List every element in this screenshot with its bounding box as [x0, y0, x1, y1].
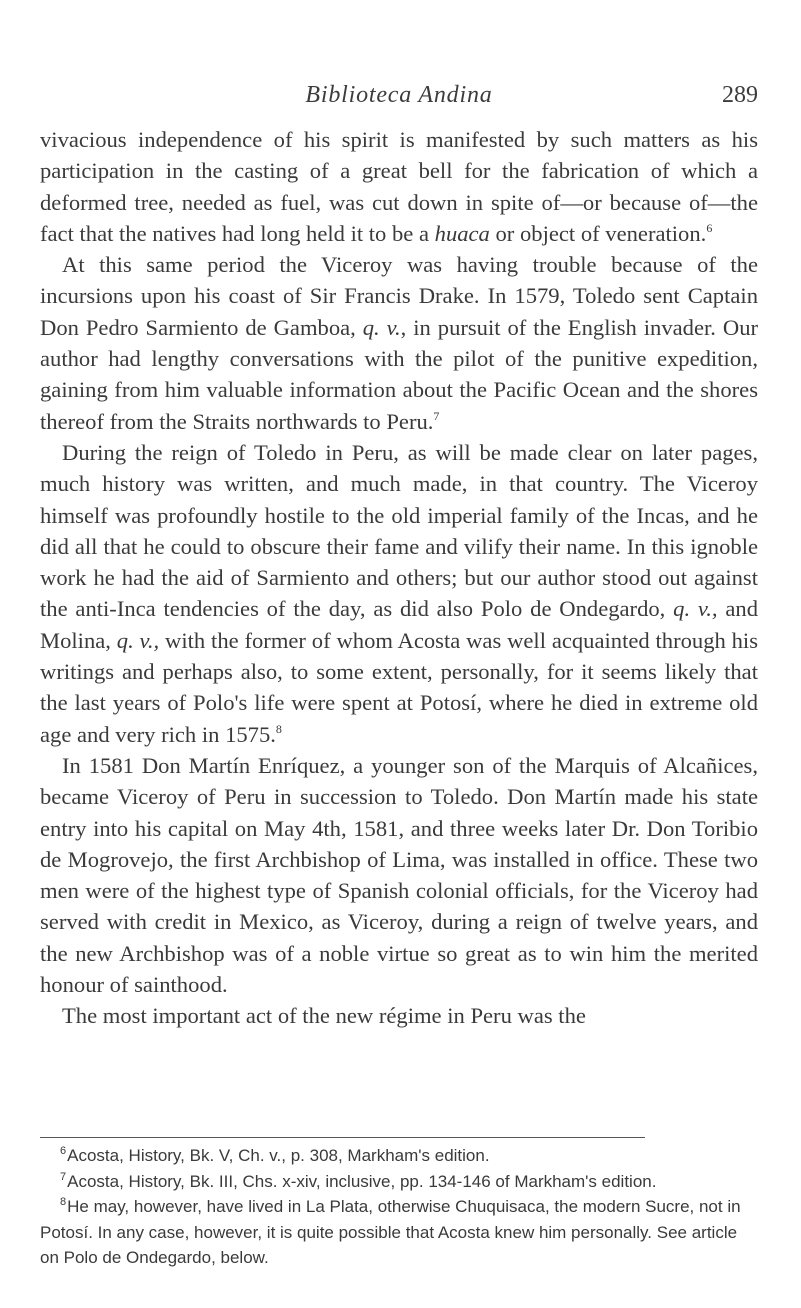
footnote-text: He may, however, have lived in La Plata, otherwise Chuquisaca, the modern Sucre, not in Potosí. In any case, however, it is quite possible that Acosta knew him personally. See article on Polo de Ondegardo, below.	[40, 1197, 741, 1267]
paragraph-3-italic-2: q. v.,	[116, 627, 160, 653]
running-head	[40, 82, 758, 122]
footnote-8	[40, 1194, 758, 1271]
paragraph-1	[40, 124, 758, 249]
footnote-ref-7: 7	[433, 408, 440, 423]
paragraph-3	[40, 437, 758, 750]
footnote-text: Acosta, History, Bk. III, Chs. x-xiv, inclusive, pp. 134-146 of Markham's edition.	[67, 1171, 657, 1191]
running-title: Biblioteca Andina	[305, 82, 493, 108]
paragraph-1-text-a: vivacious independence of his spirit is manifested by such matters as his participation in the casting of a great bell for the fabrication of which a deformed tree, needed as fuel, was cut down in spite of—or because of—the fact that the natives had long held it to be a	[40, 127, 758, 246]
paragraph-2-text-a: At this same period the Viceroy was having trouble because of the incursions upon his coast of Sir Francis Drake. In 1579, Toledo sent Captain Don Pedro Sarmiento de Gamboa,	[40, 252, 758, 340]
footnote-ref-6: 6	[706, 220, 713, 235]
paragraph-1-italic: huaca	[434, 220, 490, 246]
footnote-text: Acosta, History, Bk. V, Ch. v., p. 308, Markham's edition.	[67, 1146, 490, 1165]
footnote-divider	[40, 1137, 645, 1138]
paragraph-3-text-c: with the former of whom Acosta was well acquainted through his writings and perhaps also, to some extent, personally, for it seems likely that the last years of Polo's life were spent at Potosí, where he died in extreme old age and very rich in 1575.	[40, 627, 758, 747]
paragraph-3-italic-1: q. v.,	[673, 596, 718, 622]
paragraph-2	[40, 249, 758, 437]
body-text	[40, 124, 758, 1032]
paragraph-2-italic: q. v.	[362, 314, 401, 340]
paragraph-5: The most important act of the new régime in Peru was the	[62, 1003, 586, 1029]
footnotes	[40, 1143, 758, 1271]
footnote-7	[40, 1169, 758, 1195]
footnote-ref-8: 8	[275, 721, 282, 736]
paragraph-3-text-b: and Molina,	[40, 596, 759, 653]
paragraph-2-text-b: , in pursuit of the English invader. Our author had lengthy conversations with the pilot of the punitive expedition, gaining from him valuable information about the Pacific Ocean and the shores thereof from the Straits northwards to Peru.	[40, 314, 759, 434]
paragraph-1-text-b: or object of veneration.	[489, 220, 707, 246]
page-number: 289	[722, 82, 758, 108]
footnote-number: 7	[60, 1170, 67, 1183]
footnote-6	[40, 1143, 758, 1169]
paragraph-3-text-a: During the reign of Toledo in Peru, as will be made clear on later pages, much history was written, and much made, in that country. The Viceroy himself was profoundly hostile to the old imperial family of the Incas, and he did all that he could to obscure their fame and vilify their name. In this ignoble work he had the aid of Sarmiento and others; but our author stood out against the anti-Inca tendencies of the day, as did also Polo de Ondegardo,	[40, 439, 758, 622]
footnote-number: 6	[60, 1145, 67, 1157]
paragraph-4: In 1581 Don Martín Enríquez, a younger son of the Marquis of Alcañices, became Viceroy of Peru in succession to Toledo. Don Martín made his state entry into his capital on May 4th, 1581, and three weeks later Dr. Don Toribio de Mogrovejo, the first Archbishop of Lima, was installed in office. These two men were of the highest type of Spanish colonial officials, for the Viceroy had served with credit in Mexico, as Viceroy, during a reign of twelve years, and the new Archbishop was of a noble virtue so great as to win him the merited honour of sainthood.	[40, 752, 758, 998]
footnote-number: 8	[60, 1196, 67, 1208]
